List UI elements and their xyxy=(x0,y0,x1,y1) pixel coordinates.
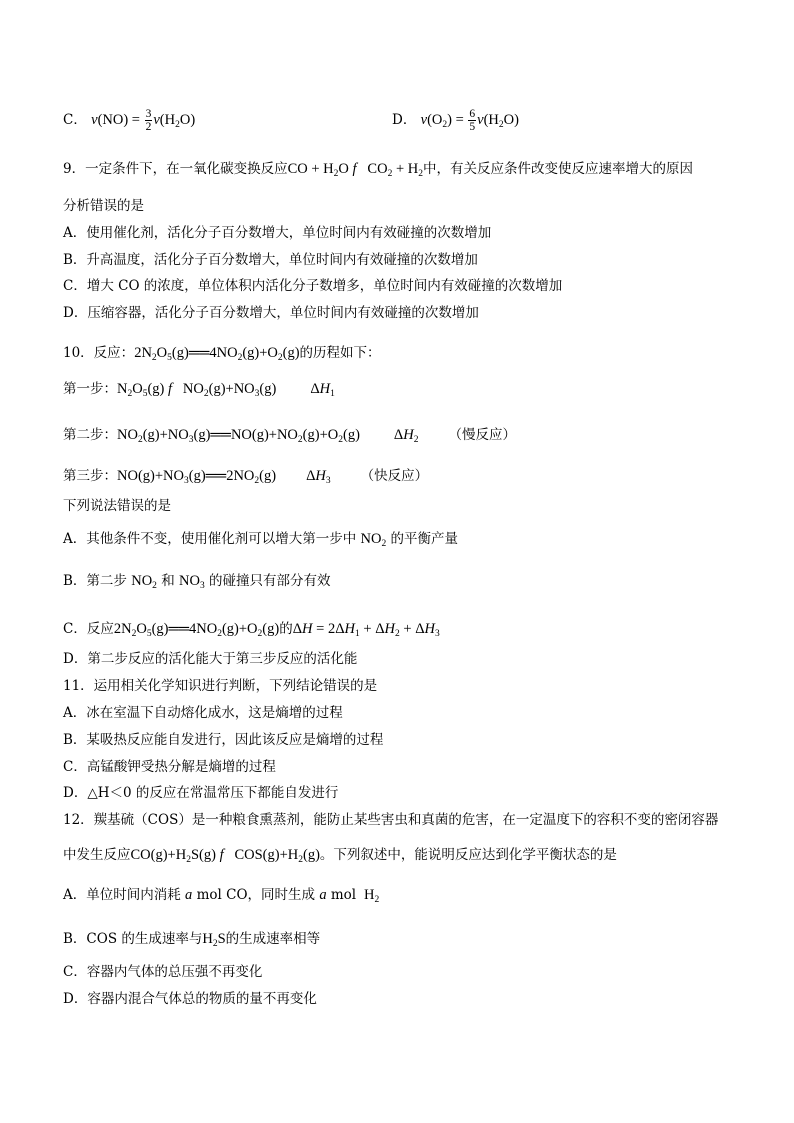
q8-option-d xyxy=(392,108,519,133)
q9-stem-line1: 9．一定条件下，在一氧化碳变换反应CO + $H_2O$ f $CO_2 + H_2$中，有关反应条件改变使反应速率增大的原因 xyxy=(63,161,693,179)
q9-option-d: D．压缩容器，活化分子百分数增大，单位时间内有效碰撞的次数增加 xyxy=(63,305,479,321)
q10-option-c: C．反应$2N_2O_5(g)══4NO_2(g)+O_2(g)$的$\Delta H = 2\Delta H_1 + \Delta H_2 + \Delta H_3$ xyxy=(63,621,440,639)
q12-stem-line1: 12．羰基硫（COS）是一种粮食熏蒸剂，能防止某些害虫和真菌的危害，在一定温度下的容积不变的密闭容器 xyxy=(63,812,719,828)
q9-stem-line2: 分析错误的是 xyxy=(63,198,144,214)
q8-option-c xyxy=(63,108,195,133)
q10-stem: 10．反应：$2N_2O_5(g)══4NO_2(g)+O_2(g)$的历程如下： xyxy=(63,345,381,363)
q10-step3-formula: $NO(g)+NO_3(g)══2NO_2(g)$ $\Delta H_3$ xyxy=(117,468,331,486)
q8-option-d-letter: D． xyxy=(392,111,417,128)
q8-option-d-formula: $v(O_2)$ = $\frac{6}{5}$ $v(H_2O)$ xyxy=(420,108,519,133)
q11-option-b: B．某吸热反应能自发进行，因此该反应是熵增的过程 xyxy=(63,732,384,748)
q9-option-c: C．增大 CO 的浓度，单位体积内活化分子数增多，单位时间内有效碰撞的次数增加 xyxy=(63,278,563,294)
q9-option-a: A．使用催化剂，活化分子百分数增大，单位时间内有效碰撞的次数增加 xyxy=(63,225,492,241)
q9-option-b: B．升高温度，活化分子百分数增大，单位时间内有效碰撞的次数增加 xyxy=(63,252,478,268)
q11-option-d: D．△H＜0 的反应在常温常压下都能自发进行 xyxy=(63,785,339,801)
q10-step1-formula: $N_2O_5(g)$ f $NO_2(g)+NO_3(g)$ $\Delta H_1$ xyxy=(117,381,335,399)
q11-stem: 11．运用相关化学知识进行判断，下列结论错误的是 xyxy=(63,678,378,694)
q12-option-a: A．单位时间内消耗 a mol CO，同时生成 a mol $H_2$ xyxy=(63,887,380,905)
q9-reaction-formula: CO + $H_2O$ f $CO_2 + H_2$ xyxy=(287,161,423,179)
q12-stem-line2: 中发生反应$CO(g)+H_2S(g)$ f $COS(g)+H_2(g)$。下列叙述中，能说明反应达到化学平衡状态的是 xyxy=(63,847,617,865)
q11-option-a: A．冰在室温下自动熔化成水，这是熵增的过程 xyxy=(63,705,343,721)
q10-step2-formula: $NO_2(g)+NO_3(g)══NO(g)+NO_2(g)+O_2(g)$ $\Delta H_2$ xyxy=(117,427,419,445)
q11-option-c: C．高锰酸钾受热分解是熵增的过程 xyxy=(63,759,276,775)
q12-option-d: D．容器内混合气体总的物质的量不再变化 xyxy=(63,991,317,1007)
q10-step2: 第二步：$NO_2(g)+NO_3(g)══NO(g)+NO_2(g)+O_2(g)$ $\Delta H_2$ （慢反应） xyxy=(63,427,516,445)
q12-reaction-formula: $CO(g)+H_2S(g)$ f $COS(g)+H_2(g)$ xyxy=(130,847,320,865)
q10-overall-reaction: $2N_2O_5(g)══4NO_2(g)+O_2(g)$ xyxy=(134,345,300,363)
q8-c-fraction: $\frac{3}{2}$ xyxy=(145,108,152,133)
q10-question: 下列说法错误的是 xyxy=(63,498,171,514)
q8-option-c-formula: v(NO) = $\frac{3}{2}$ $v(H_2O)$ xyxy=(91,108,196,133)
q12-option-c: C．容器内气体的总压强不再变化 xyxy=(63,964,263,980)
q10-step3-note: （快反应） xyxy=(360,468,429,484)
q10-option-b: B．第二步 $NO_2$ 和 $NO_3$ 的碰撞只有部分有效 xyxy=(63,573,331,591)
q10-step3: 第三步：$NO(g)+NO_3(g)══2NO_2(g)$ $\Delta H_3$ （快反应） xyxy=(63,468,429,486)
q10-step1: 第一步：$N_2O_5(g)$ f $NO_2(g)+NO_3(g)$ $\Delta H_1$ xyxy=(63,381,335,399)
q12-option-b: B．COS 的生成速率与$H_2S$的生成速率相等 xyxy=(63,931,321,949)
q10-option-d: D．第二步反应的活化能大于第三步反应的活化能 xyxy=(63,651,358,667)
q10-step2-note: （慢反应） xyxy=(448,427,516,443)
q8-option-c-letter: C． xyxy=(63,111,87,128)
q10-option-a: A．其他条件不变，使用催化剂可以增大第一步中 $NO_2$ 的平衡产量 xyxy=(63,531,459,549)
q8-d-fraction: $\frac{6}{5}$ xyxy=(469,108,476,133)
